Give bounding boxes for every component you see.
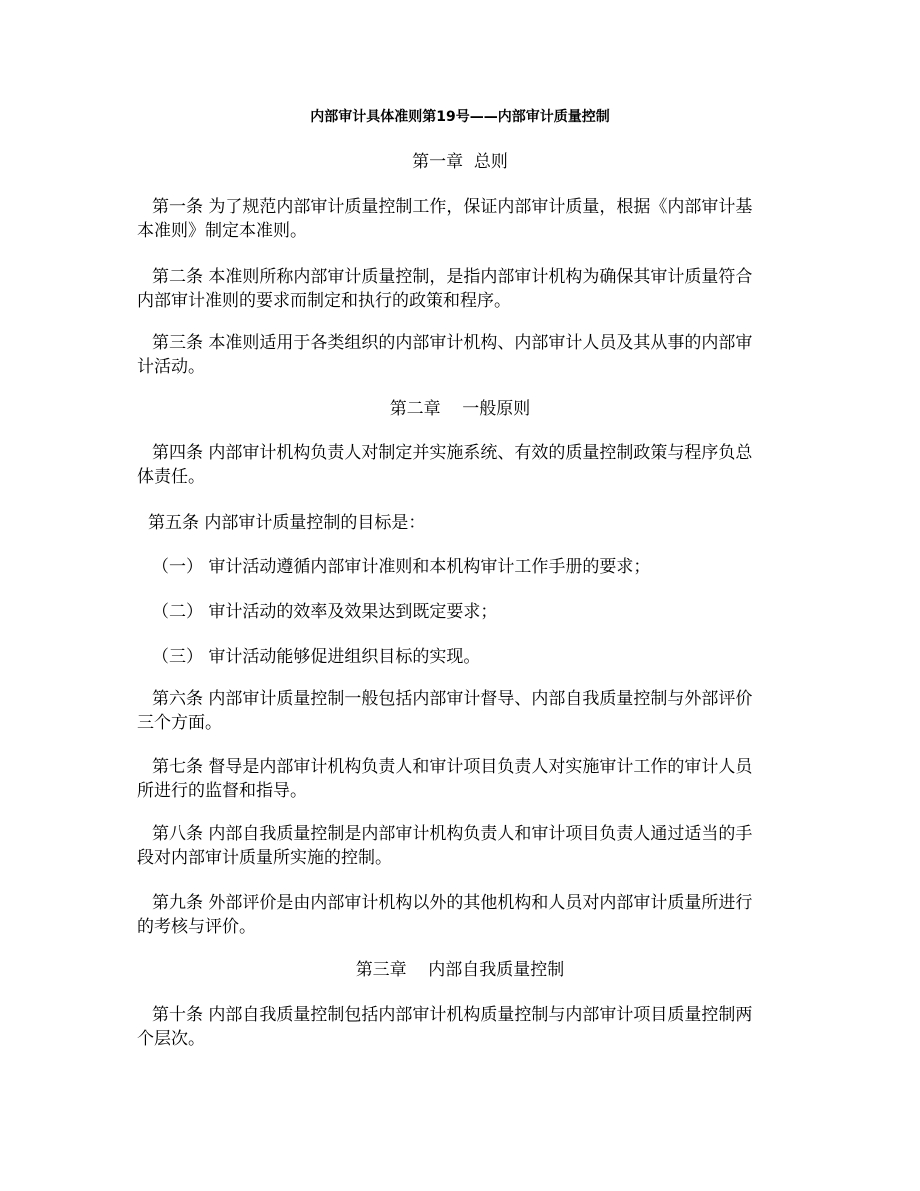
chapter-2-heading: 第二章 一般原则 (389, 399, 531, 419)
article-2-line-1: 第二条 本准则所称内部审计质量控制，是指内部审计机构为确保其审计质量符合 (152, 267, 753, 287)
article-7-line-1: 第七条 督导是内部审计机构负责人和审计项目负责人对实施审计工作的审计人员 (152, 757, 753, 777)
article-4-line-1: 第四条 内部审计机构负责人对制定并实施系统、有效的质量控制政策与程序负总 (152, 443, 753, 463)
article-1-line-1: 第一条 为了规范内部审计质量控制工作，保证内部审计质量，根据《内部审计基 (152, 197, 753, 217)
article-7-line-2: 所进行的监督和指导。 (137, 781, 307, 801)
article-3-line-2: 计活动。 (137, 357, 205, 377)
article-10-line-2: 个层次。 (137, 1029, 205, 1049)
document-title: 内部审计具体准则第19号——内部审计质量控制 (310, 109, 610, 125)
article-10-line-1: 第十条 内部自我质量控制包括内部审计机构质量控制与内部审计项目质量控制两 (152, 1005, 753, 1025)
article-8-line-1: 第八条 内部自我质量控制是内部审计机构负责人和审计项目负责人通过适当的手 (152, 824, 753, 844)
chapter-1-heading: 第一章 总则 (412, 152, 508, 172)
list-item-3: （三） 审计活动能够促进组织目标的实现。 (152, 647, 481, 667)
list-item-1: （一） 审计活动遵循内部审计准则和本机构审计工作手册的要求； (152, 557, 651, 577)
article-4-line-2: 体责任。 (137, 467, 205, 487)
article-8-line-2: 段对内部审计质量所实施的控制。 (137, 848, 392, 868)
list-item-2: （二） 审计活动的效率及效果达到既定要求； (152, 602, 498, 622)
article-9-line-2: 的考核与评价。 (137, 917, 256, 937)
article-9-line-1: 第九条 外部评价是由内部审计机构以外的其他机构和人员对内部审计质量所进行 (152, 893, 753, 913)
article-6-line-2: 三个方面。 (137, 713, 222, 733)
article-6-line-1: 第六条 内部审计质量控制一般包括内部审计督导、内部自我质量控制与外部评价 (152, 689, 753, 709)
article-5-line-1: 第五条 内部审计质量控制的目标是： (148, 513, 426, 533)
article-3-line-1: 第三条 本准则适用于各类组织的内部审计机构、内部审计人员及其从事的内部审 (152, 333, 753, 353)
chapter-3-heading: 第三章 内部自我质量控制 (355, 960, 565, 980)
article-2-line-2: 内部审计准则的要求而制定和执行的政策和程序。 (137, 291, 511, 311)
article-1-line-2: 本准则》制定本准则。 (137, 221, 307, 241)
